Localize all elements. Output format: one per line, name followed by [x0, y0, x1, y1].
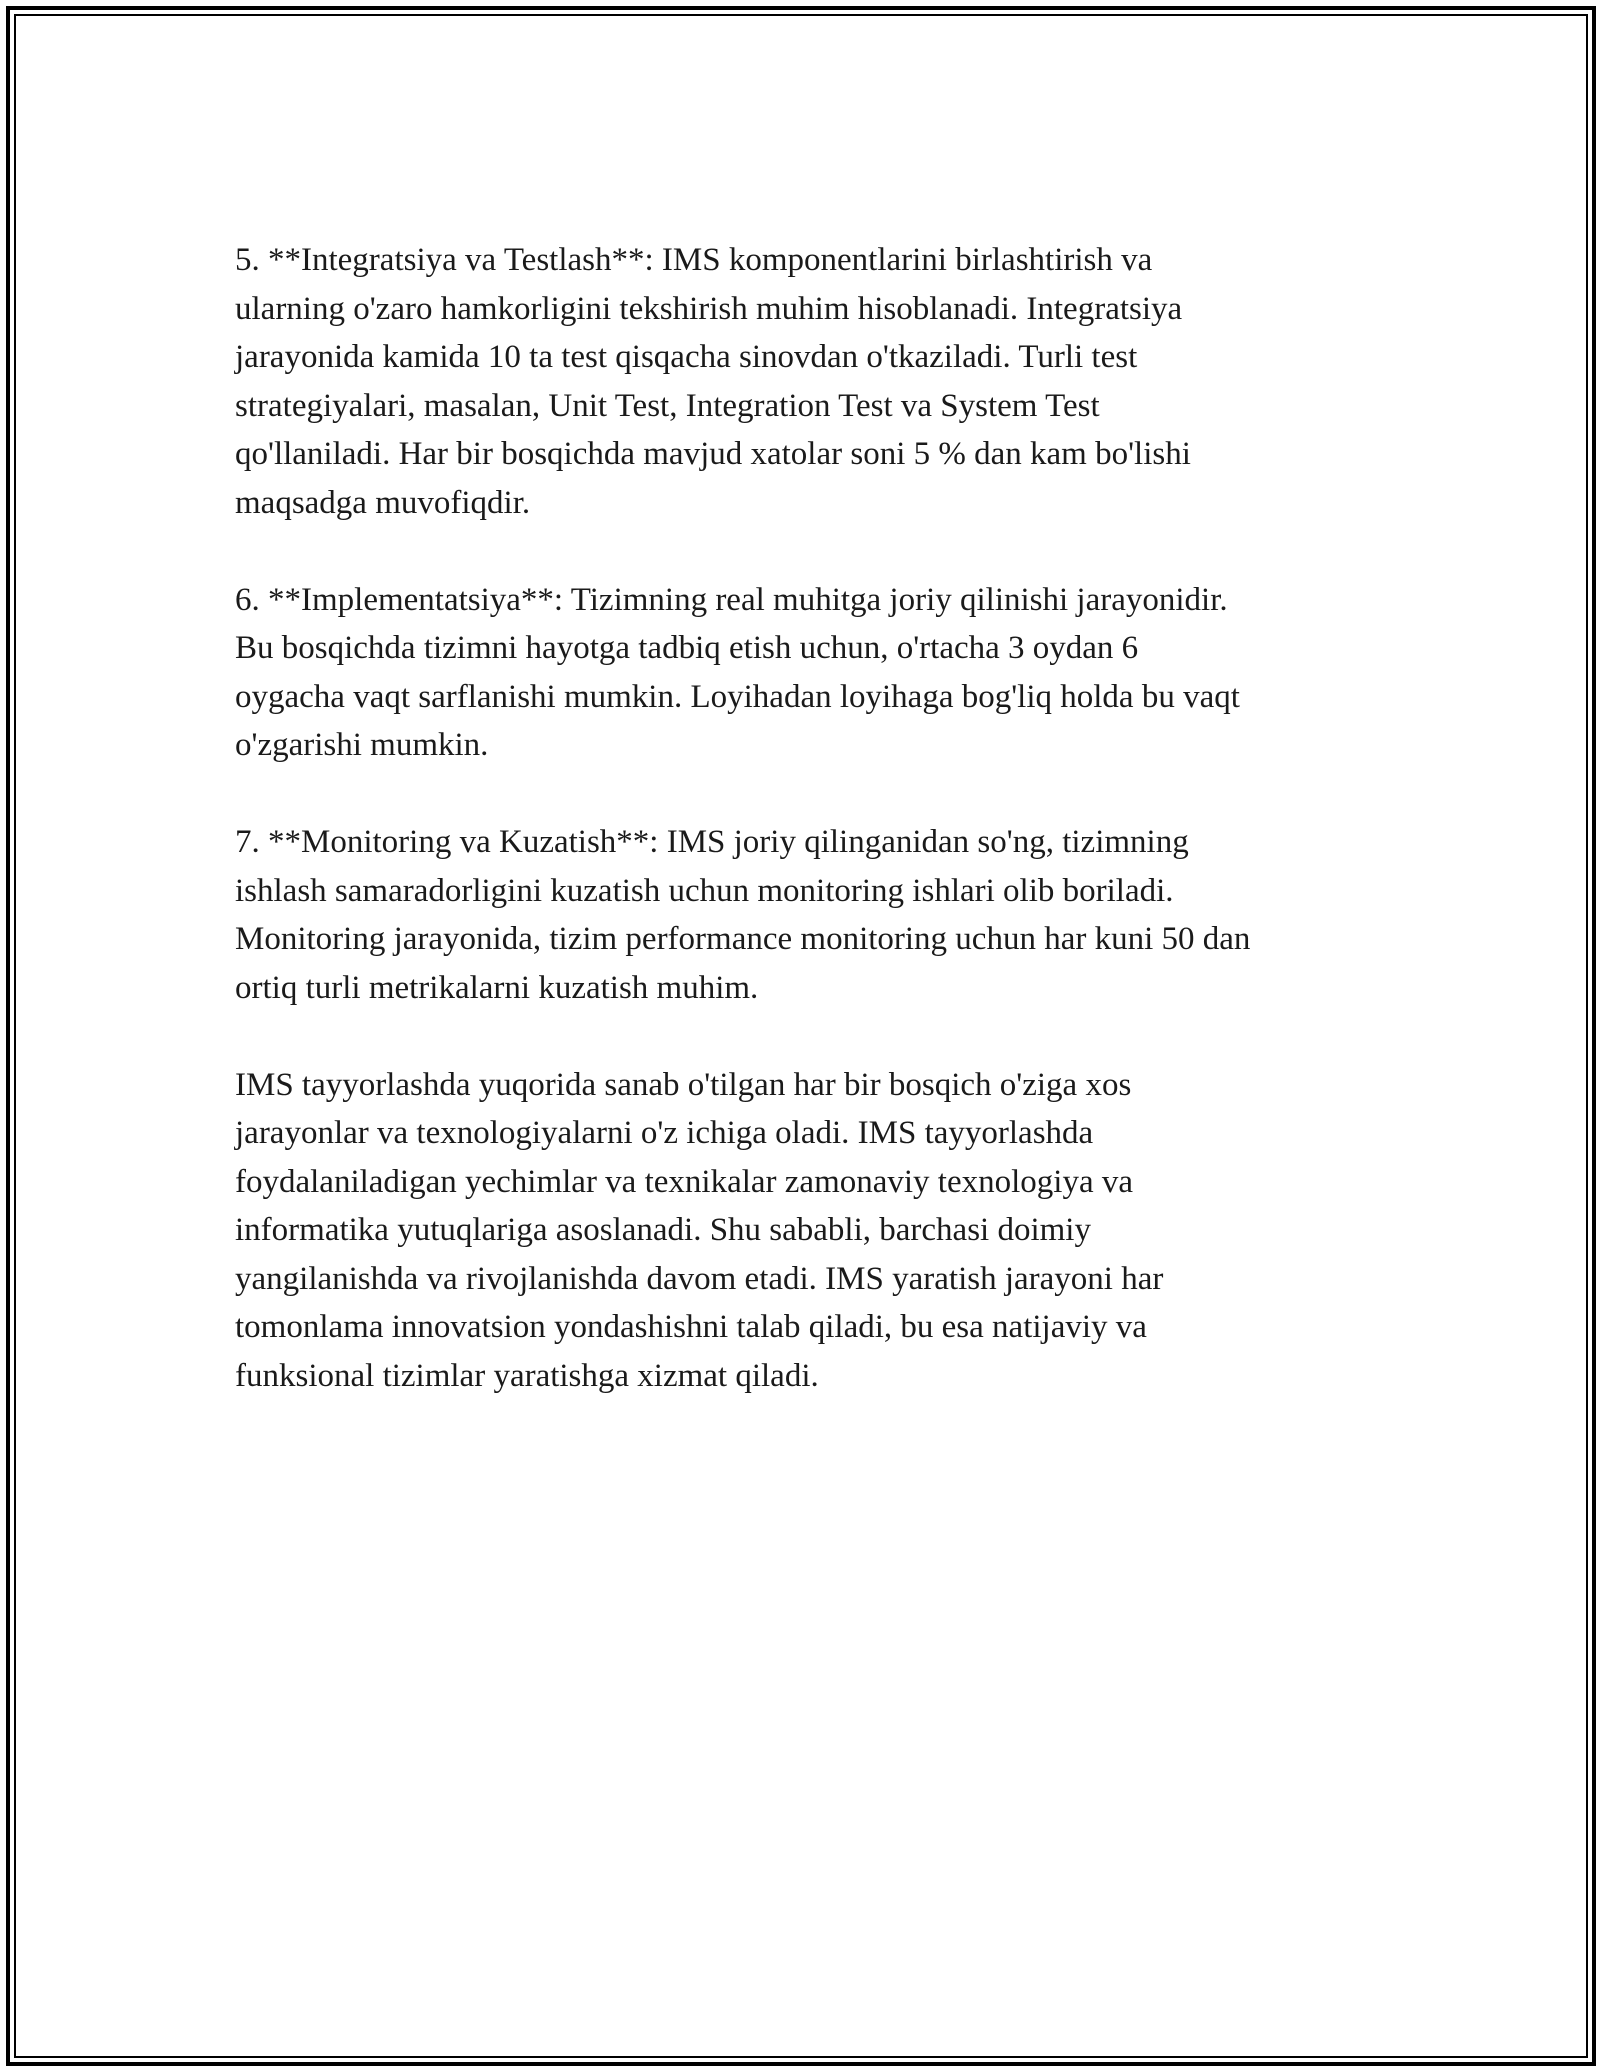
text-line: maqsadga muvofiqdir.	[235, 484, 531, 521]
text-line: strategiyalari, masalan, Unit Test, Integration Test va System Test	[235, 387, 1100, 424]
text-line: funksional tizimlar yaratishga xizmat qiladi.	[235, 1357, 819, 1394]
text-line: jarayonida kamida 10 ta test qisqacha sinovdan o'tkaziladi. Turli test	[235, 339, 1138, 375]
text-line: Bu bosqichda tizimni hayotga tadbiq etish uchun, o'rtacha 3 oydan 6	[235, 630, 1139, 666]
text-line: yangilanishda va rivojlanishda davom etadi. IMS yaratish jarayoni har	[235, 1260, 1164, 1297]
text-line: o'zgarishi mumkin.	[235, 727, 489, 763]
text-line: Monitoring jarayonida, tizim performance monitoring uchun har kuni 50 dan	[235, 921, 1251, 957]
text-line: tomonlama innovatsion yondashishni talab qiladi, bu esa natijaviy va	[235, 1309, 1147, 1345]
text-line: 7. **Monitoring va Kuzatish**: IMS joriy qilinganidan so'ng, tizimning	[235, 824, 1189, 860]
paragraph-conclusion	[235, 1061, 1380, 1401]
text-line: qo'llaniladi. Har bir bosqichda mavjud xatolar soni 5 % dan kam bo'lishi	[235, 436, 1191, 472]
text-line: jarayonlar va texnologiyalarni o'z ichiga oladi. IMS tayyorlashda	[235, 1115, 1094, 1151]
text-line: ishlash samaradorligini kuzatish uchun monitoring ishlari olib boriladi.	[235, 872, 1174, 909]
text-line: 5. **Integratsiya va Testlash**: IMS komponentlarini birlashtirish va	[235, 242, 1153, 278]
text-line: informatika yutuqlariga asoslanadi. Shu sababli, barchasi doimiy	[235, 1212, 1091, 1248]
document-body	[235, 236, 1380, 1449]
paragraph-integration-testing	[235, 236, 1380, 527]
text-line: 6. **Implementatsiya**: Tizimning real muhitga joriy qilinishi jarayonidir.	[235, 581, 1228, 618]
text-line: foydalaniladigan yechimlar va texnikalar zamonaviy texnologiya va	[235, 1163, 1133, 1200]
paragraph-monitoring	[235, 818, 1380, 1012]
text-line: IMS tayyorlashda yuqorida sanab o'tilgan har bir bosqich o'ziga xos	[235, 1066, 1132, 1103]
text-line: ortiq turli metrikalarni kuzatish muhim.	[235, 969, 759, 1006]
text-line: oygacha vaqt sarflanishi mumkin. Loyihadan loyihaga bog'liq holda bu vaqt	[235, 678, 1240, 715]
text-line: ularning o'zaro hamkorligini tekshirish muhim hisoblanadi. Integratsiya	[235, 290, 1183, 327]
paragraph-implementation	[235, 576, 1380, 770]
